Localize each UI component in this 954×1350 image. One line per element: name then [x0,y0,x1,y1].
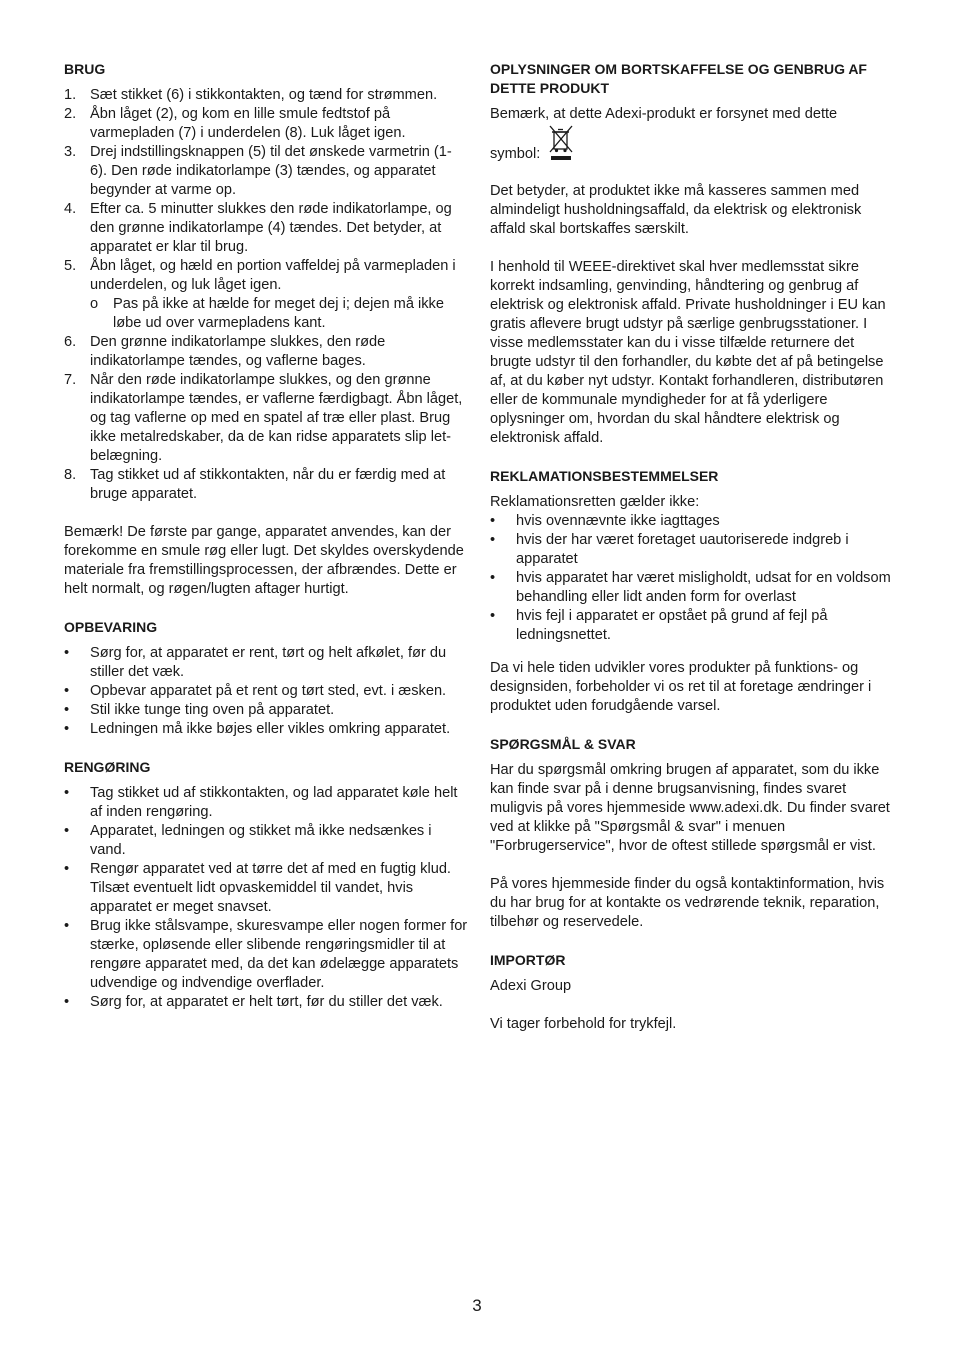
bortskaffelse-heading: OPLYSNINGER OM BORTSKAFFELSE OG GENBRUG AF DETTE PRODUKT [490,61,867,96]
list-item: • hvis ovennævnte ikke iagttages [490,513,720,529]
list-item: 7. Når den røde indikatorlampe slukkes, og den grønne indikatorlampe tændes, er vaflerne færdigbagt. Åbn låget, og tag vaflerne op med en spatel af træ eller plast. Brug ikke metalredskaber, da de kan ridse apparatets slip let-belægning. [64,372,463,464]
left-column [64,60,468,1012]
list-item: • Rengør apparatet ved at tørre det af med en fugtig klud. Tilsæt eventuelt lidt opvaskemiddel til vandet, hvis apparatet er meget snavset. [64,861,451,915]
list-item: 5. Åbn låget, og hæld en portion vaffeldej på varmepladen i underdelen, og luk låget igen. [64,258,456,293]
list-item: 1. Sæt stikket (6) i stikkontakten, og tænd for strømmen. [64,87,438,103]
list-item: • Brug ikke stålsvampe, skuresvampe eller nogen former for stærke, opløsende eller slibende rengøringsmidler til at rengøre apparatet med, da det kan ødelægge apparatets udvendige og indvendige overflader. [64,918,468,991]
importor-name: Adexi Group [490,978,572,994]
list-item: • Ledningen må ikke bøjes eller vikles omkring apparatet. [64,721,451,737]
list-item: • Stil ikke tunge ting oven på apparatet. [64,702,335,718]
list-item: • Tag stikket ud af stikkontakten, og lad apparatet køle helt af inden rengøring. [64,785,458,820]
list-item: • hvis der har været foretaget uautoriserede indgreb i apparatet [490,532,849,567]
importor-disclaimer: Vi tager forbehold for trykfejl. [490,1016,677,1032]
list-item: • Apparatet, ledningen og stikket må ikke nedsænkes i vand. [64,823,432,858]
opbevaring-list [64,644,468,739]
list-item: 3. Drej indstillingsknappen (5) til det ønskede varmetrin (1-6). Den røde indikatorlampe (3) tændes, og apparatet begynder at varme op. [64,144,452,198]
list-item: 6. Den grønne indikatorlampe slukkes, den røde indikatorlampe tændes, og vaflerne bages. [64,334,386,369]
list-item: • hvis fejl i apparatet er opstået på grund af fejl på ledningsnettet. [490,608,828,643]
brug-heading: BRUG [64,61,106,77]
reklamation-heading: REKLAMATIONSBESTEMMELSER [490,468,719,484]
list-item: • Sørg for, at apparatet er rent, tørt og helt afkølet, før du stiller det væk. [64,645,447,680]
brug-steps [64,86,468,504]
reklamation-intro: Reklamationsretten gælder ikke: [490,494,700,510]
importor-heading: IMPORTØR [490,952,566,968]
opbevaring-heading: OPBEVARING [64,619,158,635]
right-column [490,60,894,1034]
bortskaffelse-p2: I henhold til WEEE-direktivet skal hver medlemsstat sikre korrekt indsamling, genvinding, håndtering og genbrug af elektrisk og elektronisk affald. Private husholdninger i EU kan gratis aflevere brugt udstyr på særlige genbrugsstationer. I visse medlemsstater kan du i visse tilfælde returnere det brugte udstyr til den forhandler, du købte det af på betingelse af, at du køber nyt udstyr. Kontakt forhandleren, distributøren eller de kommunale myndigheder for at få yderligere oplysninger om, hvordan du skal håndtere elektrisk og elektronisk affald. [490,259,886,446]
sub-list-item: o Pas på ikke at hælde for meget dej i; dejen må ikke løbe ud over varmepladens kant. [90,296,444,331]
symbol-line: symbol: [490,124,894,168]
page-number: 3 [472,1296,482,1315]
faq-heading: SPØRGSMÅL & SVAR [490,736,636,752]
reklamation-list [490,512,894,645]
list-item: 4. Efter ca. 5 minutter slukkes den røde indikatorlampe, og den grønne indikatorlampe (4) tændes. Det betyder, at apparatet er klar til brug. [64,201,452,255]
faq-p2: På vores hjemmeside finder du også kontaktinformation, hvis du har brug for at kontakte os vedrørende teknik, reparation, tilbehør og reservedele. [490,876,885,930]
list-item: • hvis apparatet har været misligholdt, udsat for en voldsom behandling eller lidt anden form for overlast [490,570,891,605]
list-item: • Sørg for, at apparatet er helt tørt, før du stiller det væk. [64,994,443,1010]
crossed-out-wheelie-bin-icon [548,124,574,168]
list-item: 8. Tag stikket ud af stikkontakten, når du er færdig med at bruge apparatet. [64,467,446,502]
bortskaffelse-intro: Bemærk, at dette Adexi-produkt er forsynet med dette [490,106,838,122]
faq-p1: Har du spørgsmål omkring brugen af apparatet, som du ikke kan finde svar på i denne brugsanvisning, findes svaret muligvis på vores hjemmeside www.adexi.dk. Du finder svaret ved at klikke på "Spørgsmål & svar" i menuen "Forbrugerservice", hvor de oftest stillede spørgsmål er vist. [490,762,890,854]
list-item: 2. Åbn låget (2), og kom en lille smule fedtstof på varmepladen (7) i underdelen (8). Luk låget igen. [64,106,406,141]
list-item: • Opbevar apparatet på et rent og tørt sted, evt. i æsken. [64,683,447,699]
reklamation-note: Da vi hele tiden udvikler vores produkter på funktions- og designsiden, forbeholder vi os ret til at foretage ændringer i produktet uden forudgående varsel. [490,660,872,714]
brug-note: Bemærk! De første par gange, apparatet anvendes, kan der forekomme en smule røg eller lugt. Det skyldes overskydende materiale fra fremstillingsprocessen, der afbrændes. Dette er helt normalt, og røgen/lugten aftager hurtigt. [64,524,464,597]
rengoring-list [64,784,468,1012]
rengoring-heading: RENGØRING [64,759,151,775]
bortskaffelse-p1: Det betyder, at produktet ikke må kasseres sammen med almindeligt husholdningsaffald, da elektrisk og elektronisk affald skal bortskaffes særskilt. [490,183,862,237]
